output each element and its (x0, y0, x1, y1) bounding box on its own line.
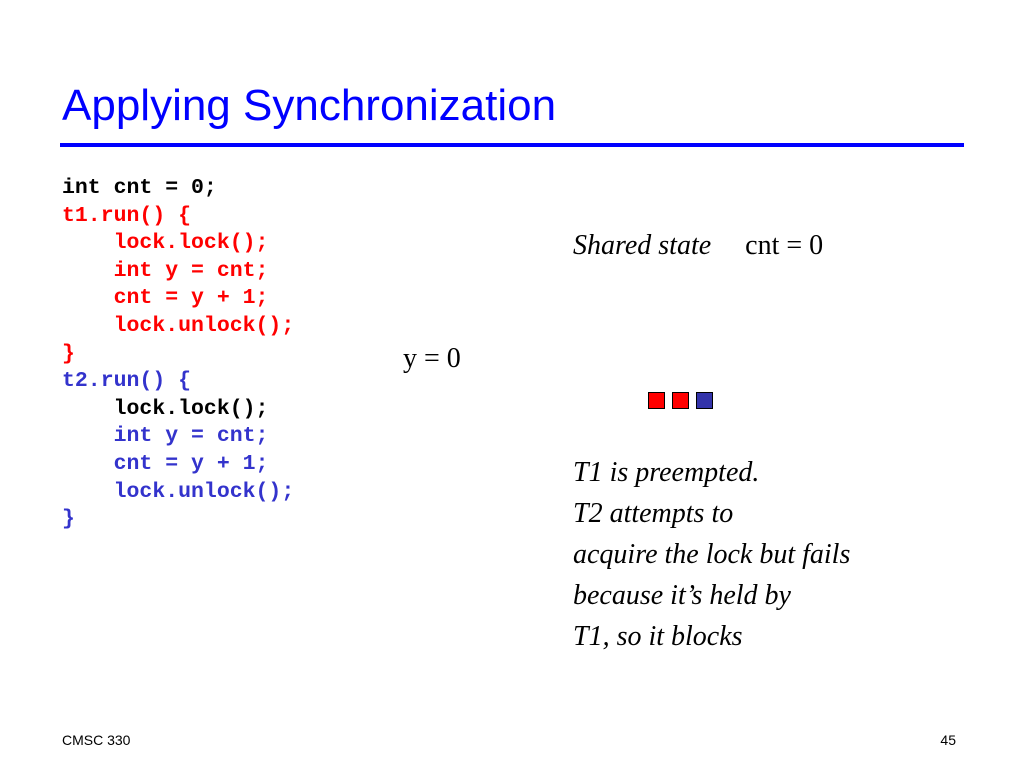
explanation-line: T1, so it blocks (573, 621, 743, 652)
code-line: } (62, 341, 75, 366)
code-line: t1.run() { (62, 203, 192, 228)
code-line: int cnt = 0; (62, 176, 217, 200)
code-line: lock.lock(); (62, 231, 269, 256)
thread-box (696, 392, 713, 409)
thread-box (672, 392, 689, 409)
code-line: int y = cnt; (62, 258, 269, 283)
code-line: lock.unlock(); (62, 479, 295, 504)
code-line: int y = cnt; (62, 424, 269, 449)
thread-box (648, 392, 665, 409)
footer-course: CMSC 330 (62, 732, 131, 748)
slide-title: Applying Synchronization (62, 81, 557, 130)
shared-state-row (573, 230, 823, 262)
explanation-line: acquire the lock but fails (573, 539, 851, 570)
explanation-line: because it’s held by (573, 580, 791, 611)
code-line: } (62, 507, 75, 532)
thread-indicator (648, 392, 713, 409)
explanation-text (573, 452, 850, 657)
local-variable-value: y = 0 (403, 343, 461, 374)
code-line: cnt = y + 1; (62, 286, 269, 311)
explanation-line: T2 attempts to (573, 498, 734, 529)
code-line: lock.unlock(); (62, 313, 295, 338)
shared-state-value: cnt = 0 (745, 230, 824, 261)
footer-page-number: 45 (940, 732, 956, 748)
code-line: cnt = y + 1; (62, 451, 269, 476)
shared-state-label: Shared state (573, 230, 712, 261)
title-underline (60, 143, 964, 147)
code-line: lock.lock(); (62, 396, 269, 421)
code-line: t2.run() { (62, 369, 192, 394)
explanation-line: T1 is preempted. (573, 457, 760, 488)
code-block (62, 175, 294, 534)
